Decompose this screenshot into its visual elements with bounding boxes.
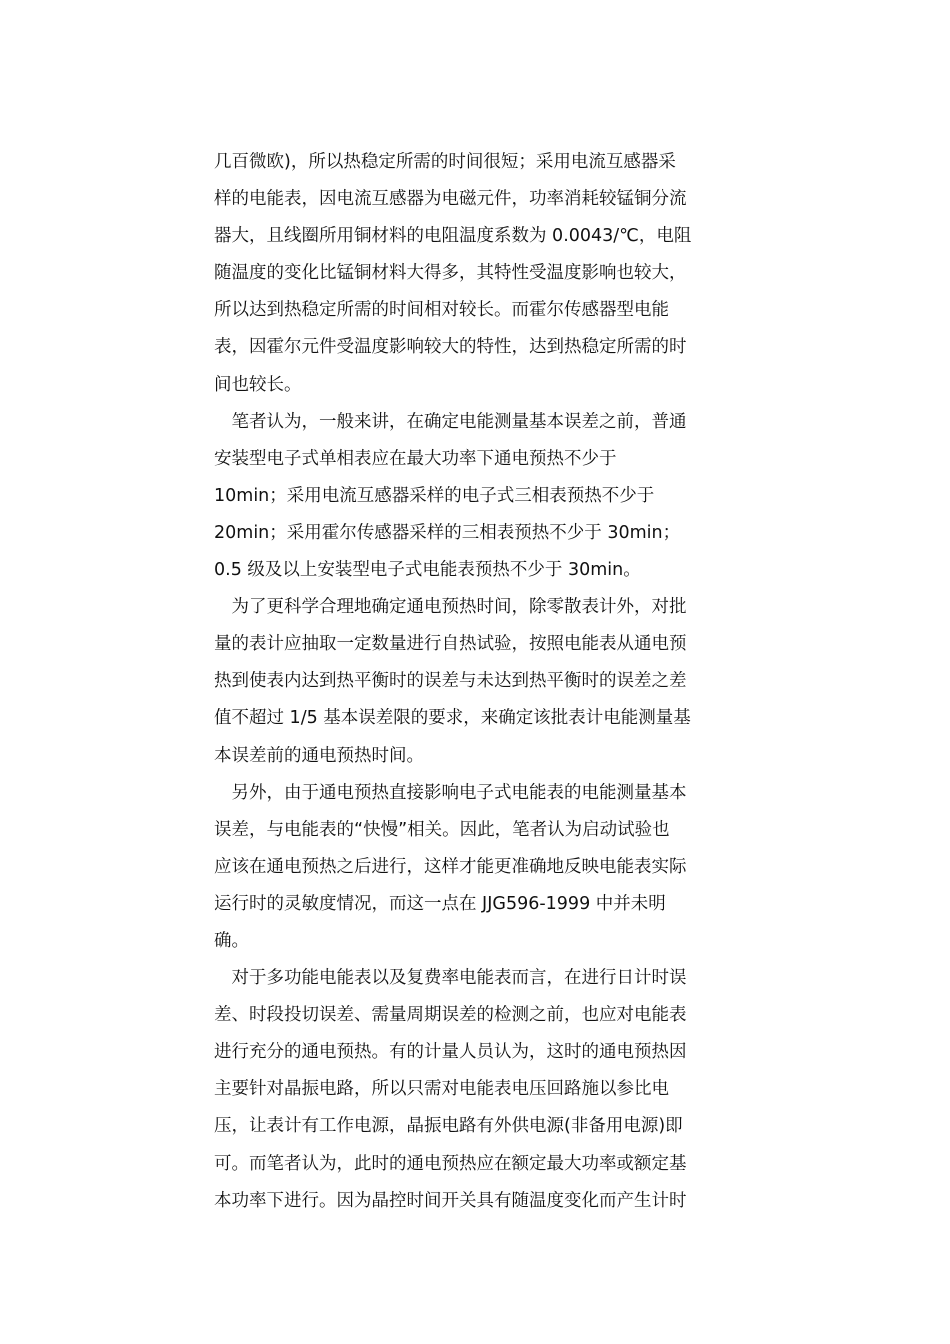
text-line: 表，因霍尔元件受温度影响较大的特性，达到热稳定所需的时 [214, 337, 687, 358]
text-line: 为了更科学合理地确定通电预热时间，除零散表计外，对批 [214, 597, 687, 618]
text-line: 本功率下进行。因为晶控时间开关具有随温度变化而产生计时 [214, 1190, 687, 1211]
text-line: 热到使表内达到热平衡时的误差与未达到热平衡时的误差之差 [214, 671, 687, 692]
text-line: 进行充分的通电预热。有的计量人员认为，这时的通电预热因 [214, 1042, 687, 1063]
paragraph-2 [214, 404, 742, 589]
document-body [214, 144, 742, 1220]
text-line: 间也较长。 [214, 374, 302, 395]
text-line: 笔者认为，一般来讲，在确定电能测量基本误差之前，普通 [214, 411, 687, 432]
text-line: 主要针对晶振电路，所以只需对电能表电压回路施以参比电 [214, 1079, 669, 1100]
paragraph-5 [214, 960, 742, 1220]
text-line: 安装型电子式单相表应在最大功率下通电预热不少于 [214, 448, 617, 469]
text-line: 值不超过 1/5 基本误差限的要求，来确定该批表计电能测量基 [214, 708, 691, 729]
text-line: 另外，由于通电预热直接影响电子式电能表的电能测量基本 [214, 782, 687, 803]
text-line: 10min；采用电流互感器采样的电子式三相表预热不少于 [214, 485, 655, 506]
text-line: 差、时段投切误差、需量周期误差的检测之前，也应对电能表 [214, 1005, 687, 1026]
paragraph-1 [214, 144, 742, 404]
text-line: 所以达到热稳定所需的时间相对较长。而霍尔传感器型电能 [214, 300, 669, 321]
text-line: 本误差前的通电预热时间。 [214, 745, 424, 766]
text-line: 误差，与电能表的“快慢”相关。因此，笔者认为启动试验也 [214, 819, 670, 840]
text-line: 可。而笔者认为，此时的通电预热应在额定最大功率或额定基 [214, 1153, 687, 1174]
text-line: 运行时的灵敏度情况，而这一点在 JJG596-1999 中并未明 [214, 893, 666, 914]
paragraph-4 [214, 775, 742, 960]
text-line: 对于多功能电能表以及复费率电能表而言，在进行日计时误 [214, 968, 687, 989]
text-line: 几百微欧)，所以热稳定所需的时间很短；采用电流互感器采 [214, 152, 676, 172]
text-line: 压，让表计有工作电源，晶振电路有外供电源(非备用电源)即 [214, 1116, 683, 1137]
text-line: 应该在通电预热之后进行，这样才能更准确地反映电能表实际 [214, 856, 687, 877]
text-line: 样的电能表，因电流互感器为电磁元件，功率消耗较锰铜分流 [214, 189, 687, 210]
text-line: 量的表计应抽取一定数量进行自热试验，按照电能表从通电预 [214, 634, 687, 655]
text-line: 确。 [214, 930, 249, 951]
text-line: 器大，且线圈所用铜材料的电阻温度系数为 0.0043/℃，电阻 [214, 226, 692, 247]
text-line: 0.5 级及以上安装型电子式电能表预热不少于 30min。 [214, 560, 641, 581]
text-line: 20min；采用霍尔传感器采样的三相表预热不少于 30min； [214, 522, 681, 543]
text-line: 随温度的变化比锰铜材料大得多，其特性受温度影响也较大， [214, 263, 687, 284]
paragraph-3 [214, 589, 742, 774]
